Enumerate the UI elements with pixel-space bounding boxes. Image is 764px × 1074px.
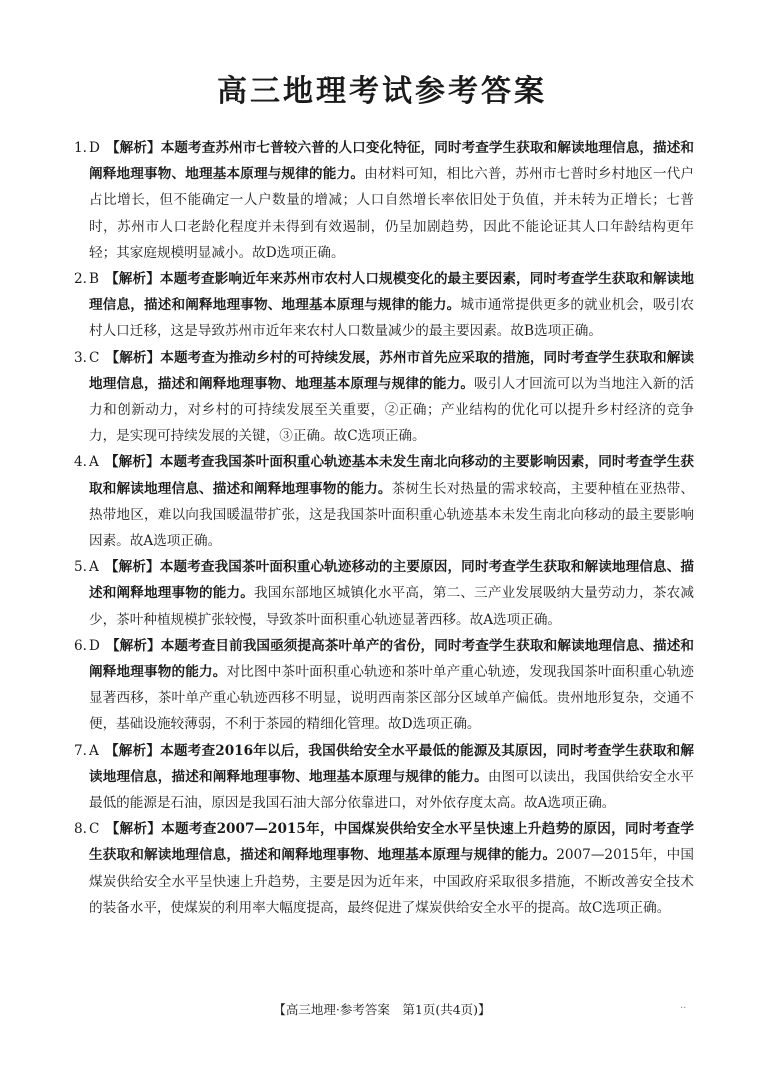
answer-letter: D	[89, 140, 100, 156]
question-number: 5.	[74, 559, 87, 576]
question-number: 3.	[74, 349, 87, 366]
answer-item-2	[74, 266, 694, 345]
question-number: 2.	[74, 271, 87, 288]
question-number: 7.	[74, 742, 87, 759]
answer-letter: B	[89, 271, 99, 288]
answer-item-5	[74, 554, 694, 633]
answer-item-1	[74, 135, 694, 266]
question-number: 6.	[74, 637, 87, 654]
answer-item-3	[74, 345, 694, 450]
question-number: 4.	[74, 454, 87, 471]
answer-item-4	[74, 449, 694, 554]
question-number: 8.	[74, 821, 87, 838]
answer-letter: C	[89, 349, 100, 366]
analysis-lead: 【解析】本题考查影响近年来苏州市农村人口规模变化的最主要因素，同时考查学生获取和解读地理信息，描述和阐释地理事物、地理基本原理与规律的能力。	[89, 271, 694, 314]
corner-mark: ··	[680, 1003, 687, 1014]
answer-letter: D	[89, 637, 100, 654]
answer-item-6	[74, 633, 694, 738]
analysis-lead: 【解析】本题考查苏州市七普较六普的人口变化特征，同时考查学生获取和解读地理信息，描述和阐释地理事物、地理基本原理与规律的能力。	[89, 140, 694, 183]
question-number: 1.	[74, 140, 87, 156]
analysis-body: 由图可以读出，我国供给安全水平最低的能源是石油，原因是我国石油大部分依靠进口，对外依存度太高。故A选项正确。	[89, 768, 695, 812]
analysis-lead: 【解析】本题考查我国茶叶面积重心轨迹基本未发生南北向移动的主要影响因素，同时考查学生获取和解读地理信息、描述和阐释地理事物的能力。	[89, 454, 694, 497]
answer-letter: A	[89, 454, 99, 471]
analysis-lead: 【解析】本题考查目前我国亟须提高茶叶单产的省份，同时考查学生获取和解读地理信息、描述和阐释地理事物的能力。	[89, 637, 694, 681]
analysis-lead: 【解析】本题考查我国茶叶面积重心轨迹移动的主要原因，同时考查学生获取和解读地理信息、描述和阐释地理事物的能力。	[89, 559, 694, 602]
answer-letter: C	[89, 821, 100, 838]
page-title: 高三地理考试参考答案	[217, 74, 547, 109]
answer-item-8	[74, 816, 694, 921]
analysis-body: 对比图中茶叶面积重心轨迹和茶叶单产重心轨迹，发现我国茶叶面积重心轨迹显著西移，茶叶单产重心轨迹西移不明显，说明西南茶区部分区域单产偏低。贵州地形复杂，交通不便，基础设施较薄弱，不利于茶园的精细化管理。故D选项正确。	[89, 664, 695, 733]
analysis-body: 我国东部地区城镇化水平高，第二、三产业发展吸纳大量劳动力，茶农减少，茶叶种植规模扩张较慢，导致茶叶面积重心轨迹显著西移。故A选项正确。	[89, 585, 695, 628]
answer-item-7	[74, 738, 694, 817]
analysis-lead: 【解析】本题考查为推动乡村的可持续发展，苏州市首先应采取的措施，同时考查学生获取和解读地理信息，描述和阐释地理事物、地理基本原理与规律的能力。	[89, 349, 694, 392]
answer-letter: A	[89, 742, 99, 759]
analysis-body: 由材料可知，相比六普，苏州市七普时乡村地区一代户占比增长，但不能确定一人户数量的增减；人口自然增长率依旧处于负值，并未转为正增长；七普时，苏州市人口老龄化程度并未得到有效遏制，仍呈加剧趋势，因此不能论证其人口年龄结构更年轻；其家庭规模明显减小。故D选项正确。	[89, 166, 695, 261]
analysis-lead: 【解析】本题考查2007—2015年，中国煤炭供给安全水平呈快速上升趋势的原因，同时考查学生获取和解读地理信息，描述和阐释地理事物、地理基本原理与规律的能力。	[89, 821, 694, 864]
page-footer: 【高三地理·参考答案 第1页(共4页)】	[273, 1002, 491, 1017]
answer-letter: A	[89, 559, 99, 576]
answer-list	[74, 135, 694, 921]
analysis-lead: 【解析】本题考查2016年以后，我国供给安全水平最低的能源及其原因，同时考查学生获取和解读地理信息，描述和阐释地理事物、地理基本原理与规律的能力。	[89, 742, 694, 785]
analysis-body: 2007—2015年，中国煤炭供给安全水平呈快速上升趋势，主要是因为近年来，中国政府采取很多措施，不断改善安全技术的装备水平，使煤炭的利用率大幅度提高，最终促进了煤炭供给安全水平的提高。故C选项正确。	[89, 847, 694, 916]
analysis-body: 城市通常提供更多的就业机会，吸引农村人口迁移，这是导致苏州市近年来农村人口数量减少的最主要因素。故B选项正确。	[89, 297, 695, 340]
analysis-body: 吸引人才回流可以为当地注入新的活力和创新动力，对乡村的可持续发展至关重要，②正确；产业结构的优化可以提升乡村经济的竞争力，是实现可持续发展的关键，③正确。故C选项正确。	[89, 375, 695, 445]
analysis-body: 茶树生长对热量的需求较高，主要种植在亚热带、热带地区，难以向我国暖温带扩张，这是我国茶叶面积重心轨迹基本未发生南北向移动的最主要影响因素。故A选项正确。	[89, 480, 695, 550]
